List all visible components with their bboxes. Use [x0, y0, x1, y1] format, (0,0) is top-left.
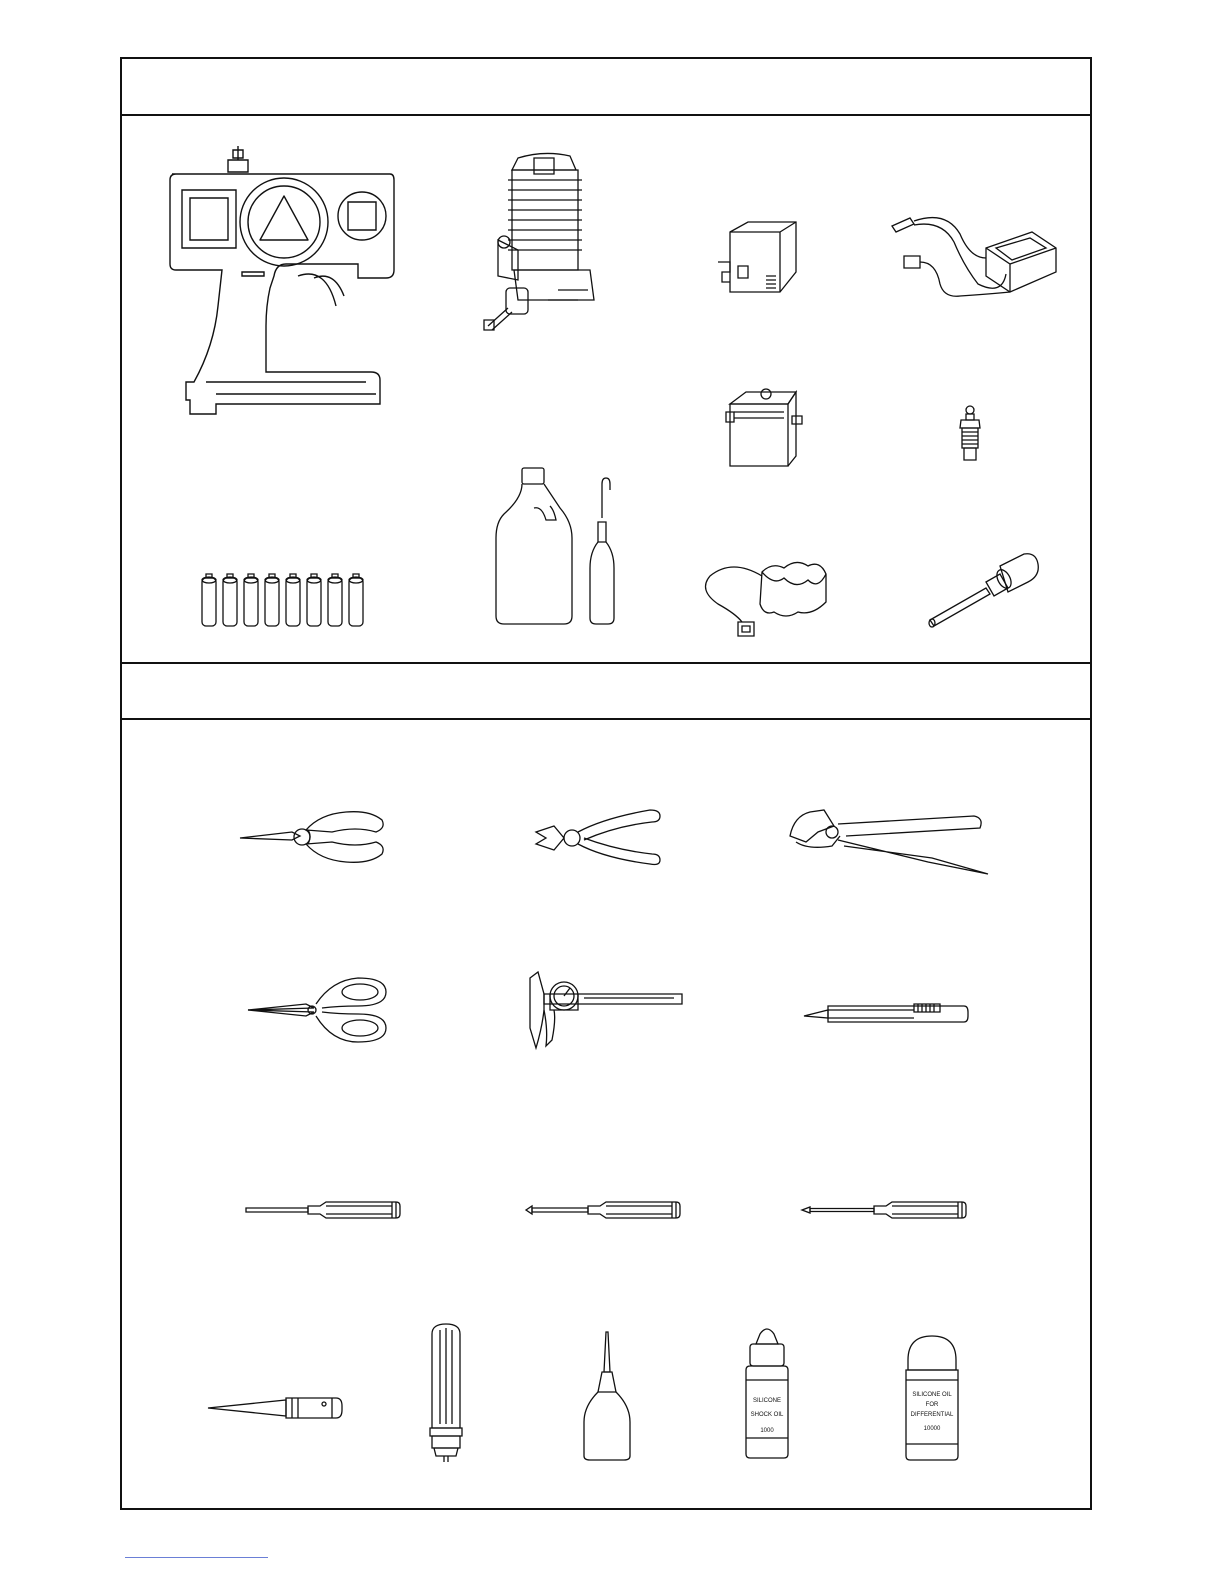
glow-plug-icon — [958, 406, 982, 462]
screwdriver-icon — [526, 1198, 682, 1222]
tools-section — [122, 720, 1090, 1510]
reamer-icon — [208, 1392, 344, 1422]
tools-header — [122, 664, 1090, 720]
shock-oil-bottle-icon — [740, 1324, 794, 1460]
needle-nose-pliers-icon — [240, 810, 386, 864]
transmitter-icon — [166, 146, 394, 421]
fuel-bottle-icon — [494, 468, 644, 626]
glow-igniter-icon — [928, 558, 1040, 630]
footer-rule — [125, 1557, 268, 1558]
diff-oil-label-line2: FOR — [925, 1402, 939, 1408]
shock-oil-label-line1: SILICONE — [752, 1398, 782, 1404]
battery-box-icon — [718, 222, 800, 294]
engine-icon — [478, 150, 610, 330]
screwdriver-icon — [802, 1198, 968, 1222]
shock-oil-label-line3: 1000 — [760, 1428, 774, 1434]
shock-oil-label-line2: SHOCK OIL — [750, 1412, 784, 1418]
caliper-icon — [524, 970, 686, 1050]
diff-oil-label-line3: DIFFERENTIAL — [910, 1412, 954, 1418]
required-items-header — [122, 59, 1090, 116]
diff-oil-bottle-icon — [902, 1336, 962, 1462]
nut-driver-icon — [426, 1324, 470, 1464]
battery-pack-icon — [702, 556, 830, 642]
servo-icon — [726, 386, 806, 468]
diff-oil-label-line1: SILICONE OIL — [912, 1392, 952, 1398]
screwdriver-icon — [246, 1198, 402, 1222]
page-frame — [120, 57, 1092, 1510]
scissors-icon — [248, 976, 388, 1044]
required-items-section — [122, 116, 1090, 664]
glue-bottle-icon — [582, 1332, 632, 1462]
slip-joint-pliers-icon — [788, 806, 990, 878]
side-cutters-icon — [534, 806, 664, 872]
charger-icon — [890, 214, 1062, 304]
diff-oil-label-line4: 10000 — [923, 1426, 941, 1432]
hobby-knife-icon — [804, 990, 970, 1030]
aa-batteries-icon — [202, 574, 364, 628]
